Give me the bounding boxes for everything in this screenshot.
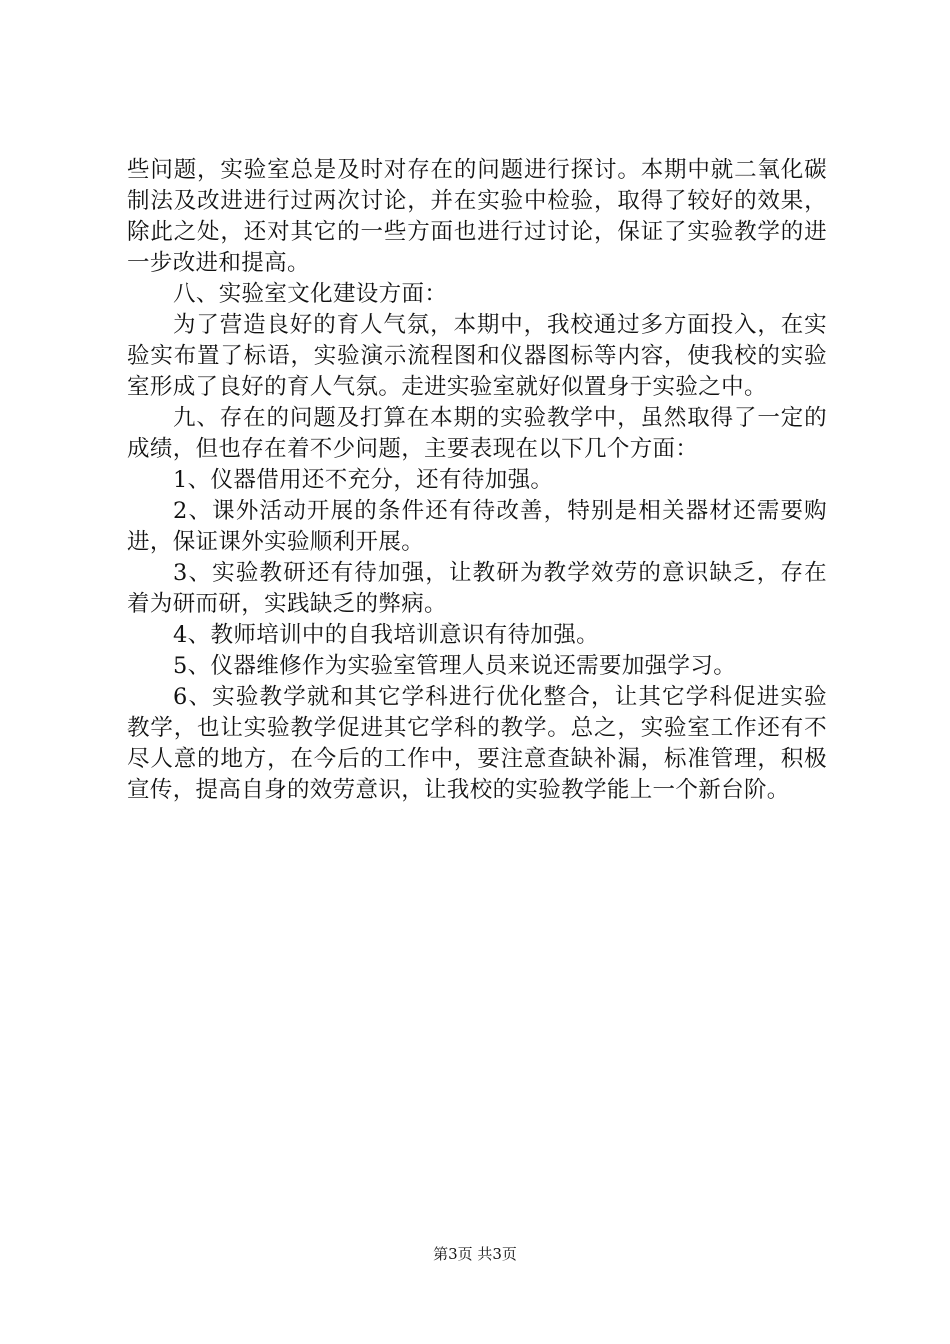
page-number-footer: 第3页 共3页 [433, 1245, 517, 1263]
list-item-2: 2、课外活动开展的条件还有待改善，特别是相关器材还需要购进，保证课外实验顺利开展。 [127, 498, 827, 555]
list-item-4: 4、教师培训中的自我培训意识有待加强。 [173, 622, 599, 648]
paragraph-lab-culture: 为了营造良好的育人气氛，本期中，我校通过多方面投入，在实验实布置了标语，实验演示流程图和仪器图标等内容，使我校的实验室形成了良好的育人气氛。走进实验室就好似置身于实验之中。 [127, 312, 827, 400]
list-item-5: 5、仪器维修作为实验室管理人员来说还需要加强学习。 [173, 653, 737, 679]
list-item-6: 6、实验教学就和其它学科进行优化整合，让其它学科促进实验教学，也让实验教学促进其它学科的教学。总之，实验室工作还有不尽人意的地方，在今后的工作中，要注意查缺补漏，标准管理，积极宣传，提高自身的效劳意识，让我校的实验教学能上一个新台阶。 [127, 684, 827, 803]
section-heading-problems: 九、存在的问题及打算在本期的实验教学中，虽然取得了一定的成绩，但也存在着不少问题，主要表现在以下几个方面： [127, 405, 827, 462]
document-body [127, 155, 827, 806]
list-item-1: 1、仪器借用还不充分，还有待加强。 [173, 467, 554, 493]
list-item-3: 3、实验教研还有待加强，让教研为教学效劳的意识缺乏，存在着为研而研，实践缺乏的弊病。 [127, 560, 827, 617]
section-heading-lab-culture: 八、实验室文化建设方面： [173, 281, 448, 307]
paragraph-continuation: 些问题，实验室总是及时对存在的问题进行探讨。本期中就二氧化碳制法及改进进行过两次讨论，并在实验中检验，取得了较好的效果，除此之处，还对其它的一些方面也进行过讨论，保证了实验教学的进一步改进和提高。 [127, 157, 827, 276]
